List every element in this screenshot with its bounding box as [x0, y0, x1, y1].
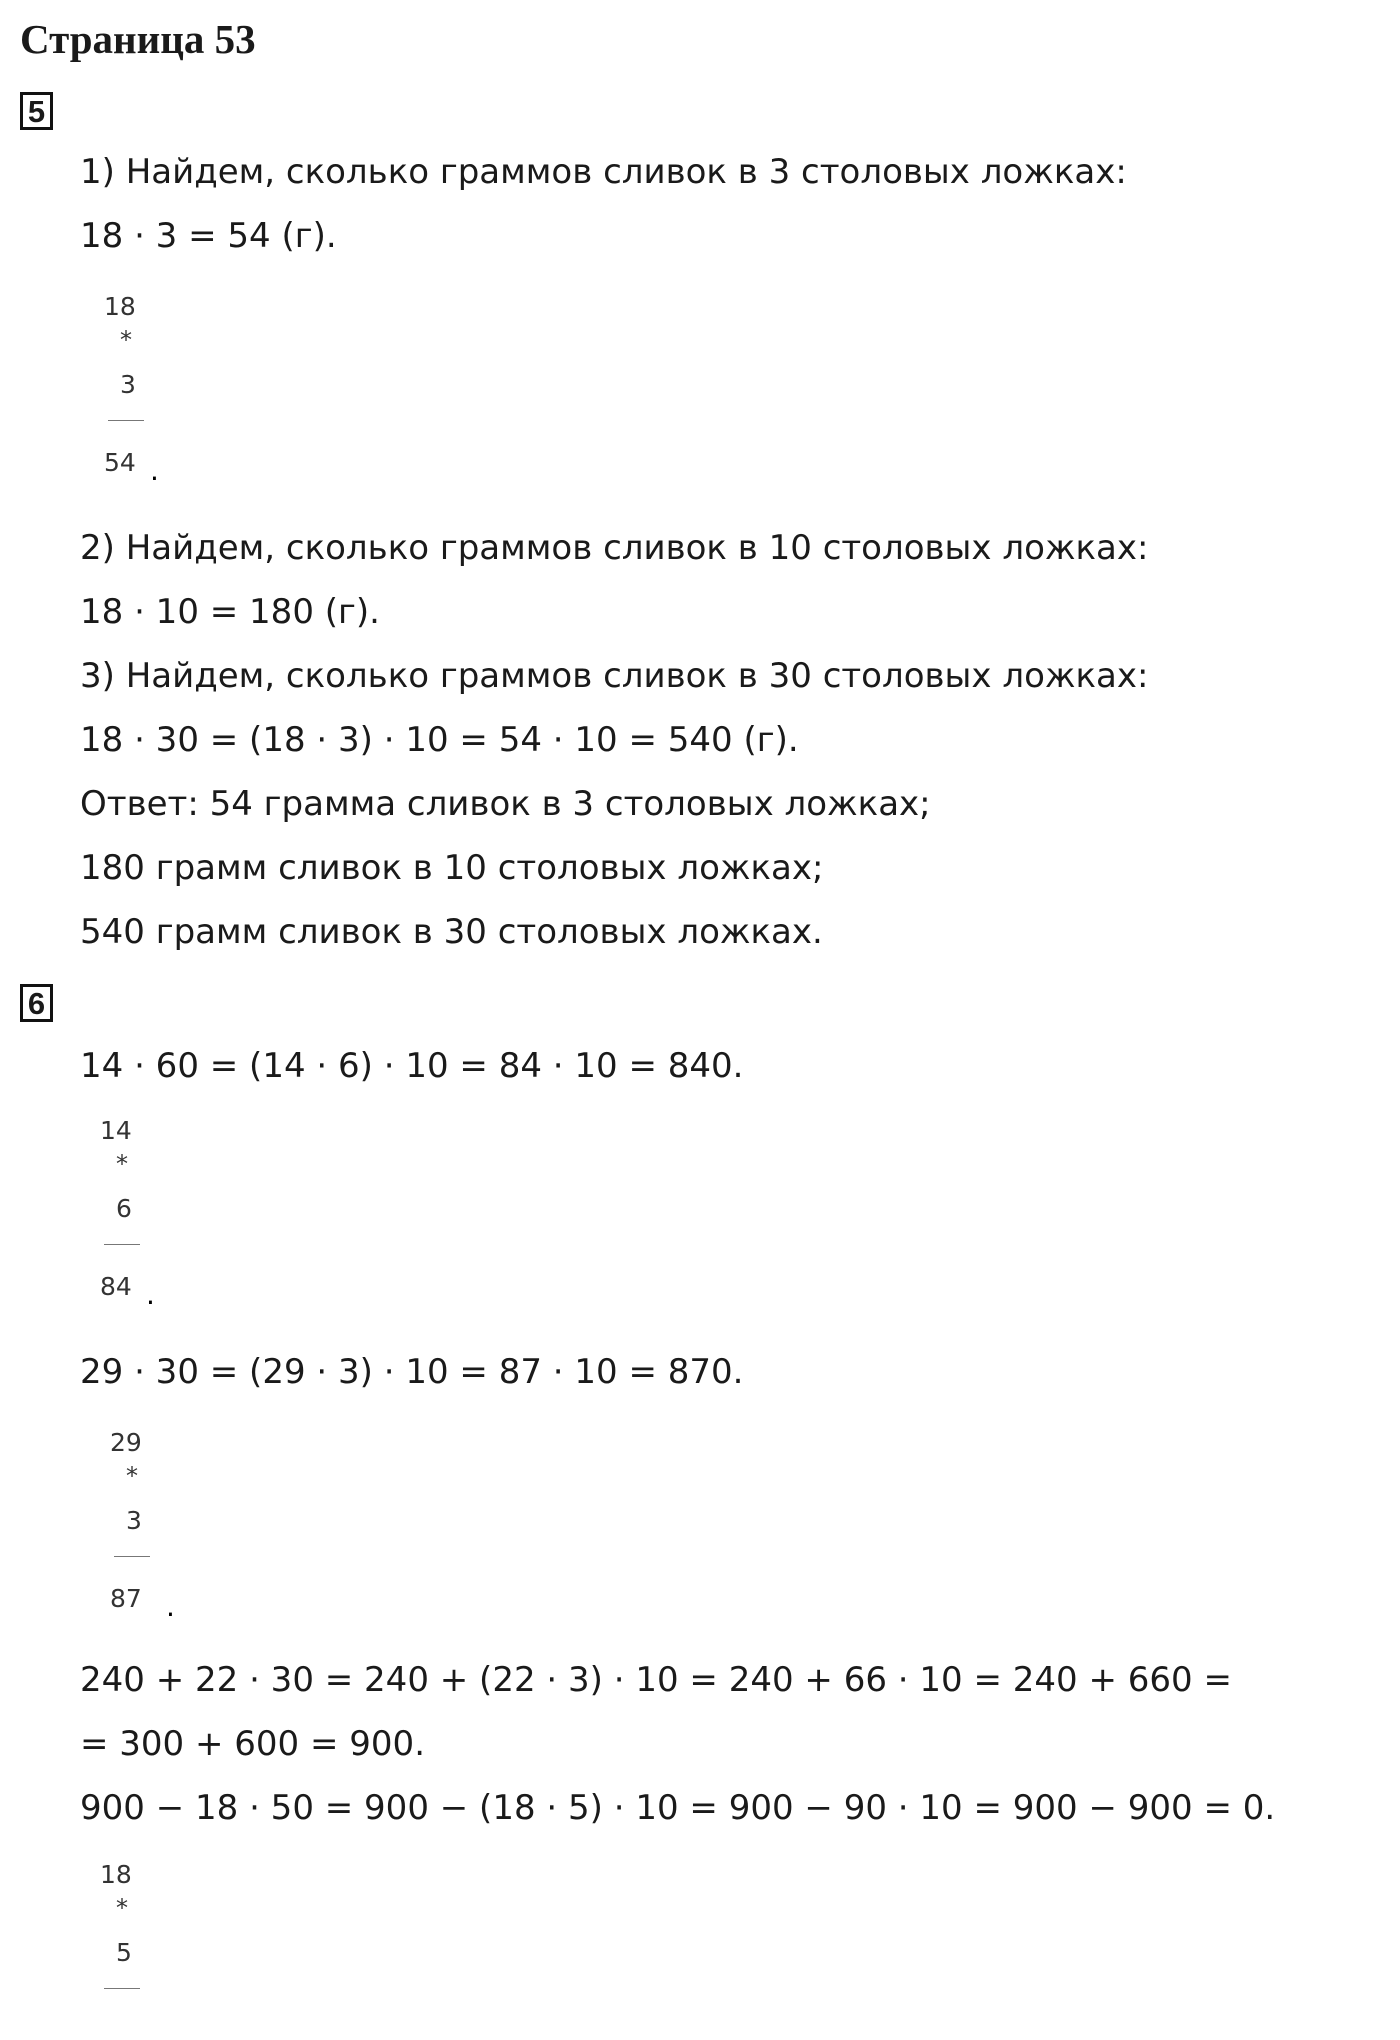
equation: 14 · 60 = (14 · 6) · 10 = 84 · 10 = 840. — [80, 1046, 744, 1086]
answer-text: Ответ: 54 грамма сливок в 3 столовых ложках; — [80, 784, 931, 824]
page-title: Страница 53 — [20, 16, 256, 62]
product: 84 — [100, 1272, 132, 1301]
multiplicand: 14 — [100, 1116, 132, 1145]
multiplicand: 18 — [100, 1860, 132, 1889]
product: 87 — [110, 1584, 142, 1613]
multiplicand: 29 — [110, 1428, 142, 1457]
multiplier: 3 — [120, 370, 136, 399]
answer-text: 540 грамм сливок в 30 столовых ложках. — [80, 912, 823, 952]
product: 54 — [104, 448, 136, 477]
multiplier: 3 — [126, 1506, 142, 1535]
equation: 18 · 3 = 54 (г). — [80, 216, 337, 256]
task-number-badge: 5 — [20, 92, 53, 130]
column-rule — [108, 420, 144, 421]
column-rule — [104, 1988, 140, 1989]
column-rule — [114, 1556, 150, 1557]
column-multiplication — [100, 1860, 160, 2040]
step-text: 2) Найдем, сколько граммов сливок в 10 столовых ложках: — [80, 528, 1149, 568]
column-multiplication — [100, 1116, 160, 1311]
step-text: 3) Найдем, сколько граммов сливок в 30 столовых ложках: — [80, 656, 1149, 696]
multiply-sign: * — [116, 1894, 128, 1922]
period: . — [150, 454, 159, 487]
equation: 18 · 10 = 180 (г). — [80, 592, 380, 632]
period: . — [146, 1278, 155, 1311]
multiplier: 5 — [116, 1938, 132, 1967]
multiply-sign: * — [116, 1150, 128, 1178]
period: . — [166, 1590, 175, 1623]
multiply-sign: * — [126, 1462, 138, 1490]
column-rule — [104, 1244, 140, 1245]
step-text: 1) Найдем, сколько граммов сливок в 3 столовых ложках: — [80, 152, 1127, 192]
task-number-badge: 6 — [20, 984, 53, 1022]
equation: = 300 + 600 = 900. — [80, 1724, 425, 1764]
equation: 240 + 22 · 30 = 240 + (22 · 3) · 10 = 240 + 66 · 10 = 240 + 660 = — [80, 1660, 1232, 1700]
column-multiplication — [110, 1428, 175, 1623]
multiply-sign: * — [120, 326, 132, 354]
multiplicand: 18 — [104, 292, 136, 321]
column-multiplication — [104, 292, 164, 487]
equation: 29 · 30 = (29 · 3) · 10 = 87 · 10 = 870. — [80, 1352, 744, 1392]
equation: 900 − 18 · 50 = 900 − (18 · 5) · 10 = 900 − 90 · 10 = 900 − 900 = 0. — [80, 1788, 1276, 1828]
equation: 18 · 30 = (18 · 3) · 10 = 54 · 10 = 540 (г). — [80, 720, 799, 760]
multiplier: 6 — [116, 1194, 132, 1223]
answer-text: 180 грамм сливок в 10 столовых ложках; — [80, 848, 824, 888]
